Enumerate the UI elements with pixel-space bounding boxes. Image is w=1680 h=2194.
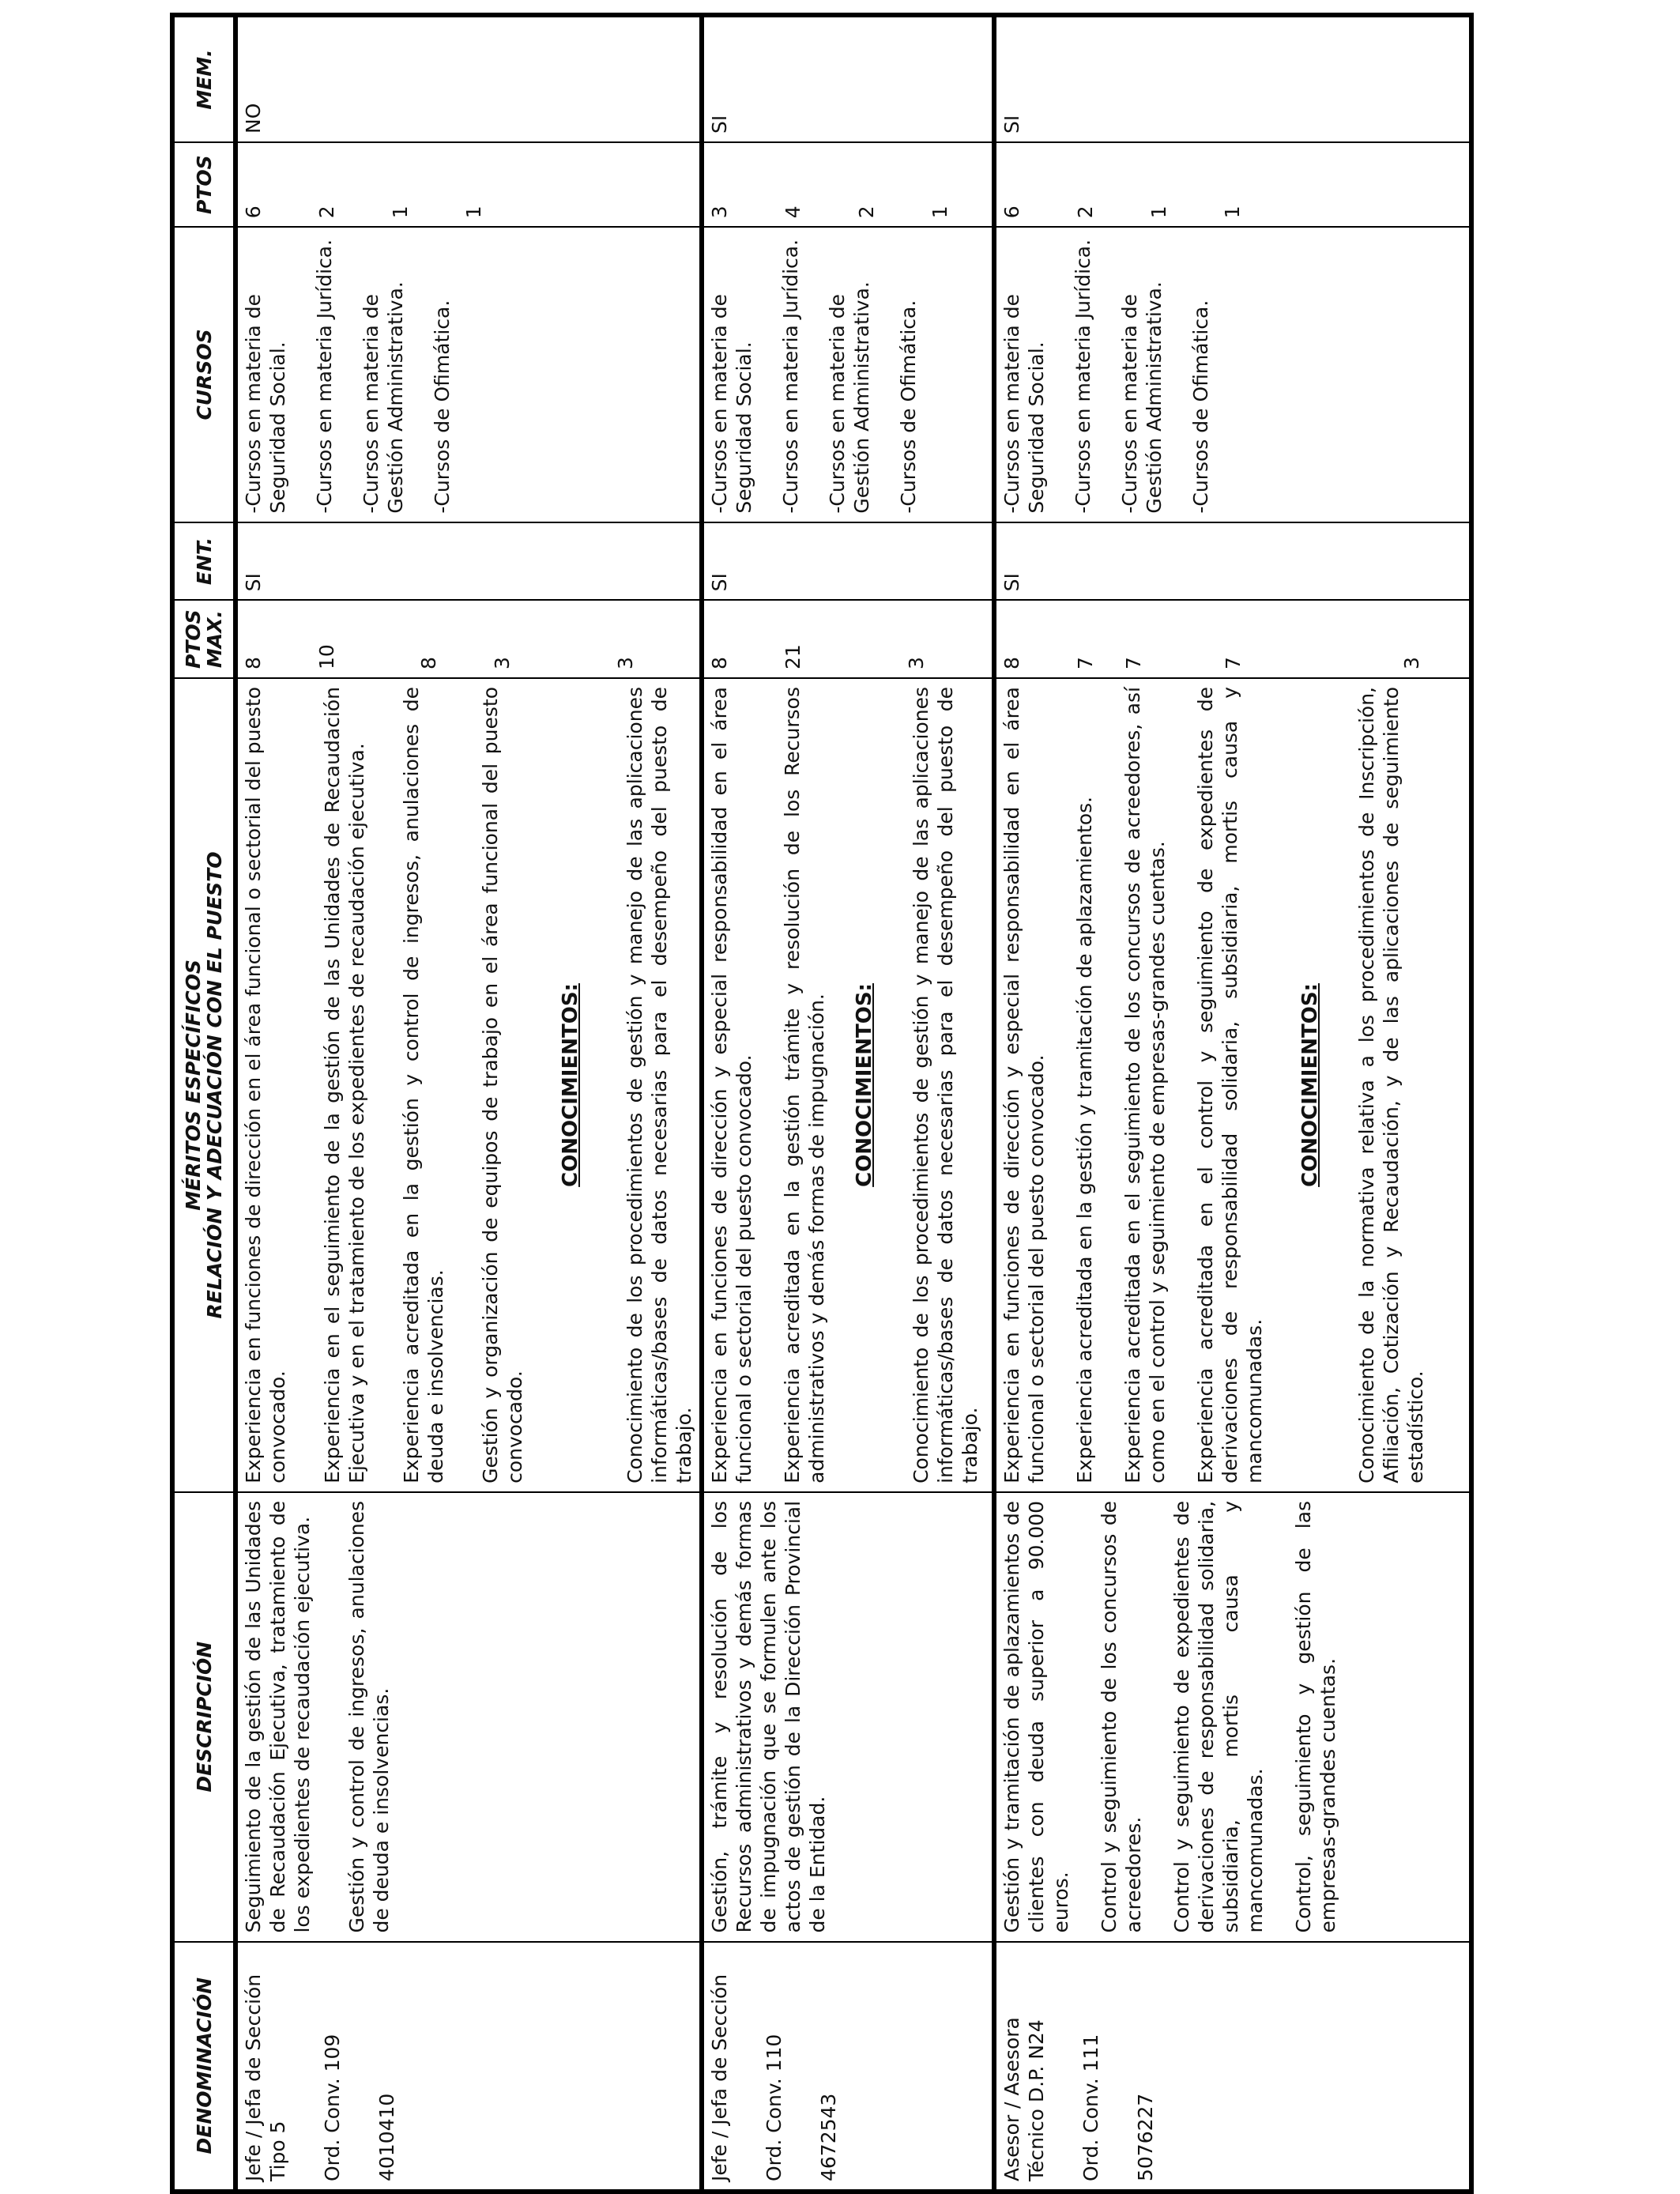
descripcion-item: Gestión y tramitación de aplazamientos de clientes con deuda superior a 90.000 euros. bbox=[1000, 1500, 1072, 1933]
header-ptos-max-line2: MAX. bbox=[203, 610, 226, 669]
ptos-max-value: 8 bbox=[417, 657, 440, 669]
ptos-max-value: 7 bbox=[1222, 657, 1245, 669]
ptos-value: 1 bbox=[929, 205, 951, 219]
denominacion-cell bbox=[994, 1942, 1471, 2192]
denominacion-cell bbox=[235, 1942, 702, 2192]
conocimiento-item: Conocimiento de los procedimientos de gestión y manejo de las aplicaciones informáticas/bases de datos necesarias para el desempeño del puesto de trabajo. bbox=[623, 687, 695, 1483]
header-cursos: CURSOS bbox=[172, 227, 235, 522]
denominacion-order: Ord. Conv. 109 bbox=[321, 2034, 344, 2181]
denominacion-title: Asesor / Asesora Técnico D.P. N24 bbox=[1000, 2017, 1048, 2181]
curso-item: -Cursos en materia de Gestión Administrativa. bbox=[360, 281, 407, 514]
denominacion-code: 4010410 bbox=[375, 2093, 398, 2181]
ptos-max-value: 7 bbox=[1074, 657, 1097, 669]
ptos-value: 6 bbox=[1000, 205, 1023, 219]
ptos-value: 2 bbox=[855, 205, 878, 219]
cursos-cell bbox=[702, 227, 994, 522]
ptos-max-cell bbox=[702, 600, 994, 678]
denominacion-order: Ord. Conv. 111 bbox=[1079, 2034, 1102, 2181]
conocimientos-heading: CONOCIMIENTOS: bbox=[853, 983, 876, 1187]
descripcion-cell bbox=[994, 1492, 1471, 1942]
header-ptos: PTOS bbox=[172, 142, 235, 227]
conocimiento-item: Conocimiento de la normativa relativa a los procedimientos de Inscripción, Afiliación, Cotización y Recaudación, y de las aplicaciones de seguimiento estadístico. bbox=[1355, 687, 1427, 1483]
cursos-cell bbox=[994, 227, 1471, 522]
descripcion-item: Control, seguimiento y gestión de las empresas-grandes cuentas. bbox=[1292, 1500, 1339, 1933]
header-ptos-max-line1: PTOS bbox=[182, 609, 205, 669]
ptos-value: 6 bbox=[242, 205, 265, 219]
ptos-max-value: 8 bbox=[242, 657, 265, 669]
descripcion-item: Control y seguimiento de expedientes de derivaciones de responsabilidad solidaria, subsidiaria, mortis causa y mancomunadas. bbox=[1170, 1500, 1267, 1933]
ptos-max-value: 8 bbox=[1000, 657, 1023, 669]
curso-item: -Cursos en materia de Gestión Administrativa. bbox=[826, 281, 873, 514]
merito-item: Experiencia en el seguimiento de la gestión de las Unidades de Recaudación Ejecutiva y en el tratamiento de los expedientes de recaudación ejecutiva. bbox=[321, 687, 368, 1483]
cursos-cell bbox=[235, 227, 702, 522]
descripcion-cell bbox=[235, 1492, 702, 1942]
curso-item: -Cursos de Ofimática. bbox=[1189, 300, 1212, 514]
header-meritos-line1: MÉRITOS ESPECÍFICOS bbox=[182, 959, 205, 1211]
ptos-max-value: 8 bbox=[708, 657, 731, 669]
ent-cell: SI bbox=[702, 522, 994, 601]
curso-item: -Cursos en materia Jurídica. bbox=[779, 239, 802, 514]
curso-item: -Cursos en materia de Seguridad Social. bbox=[708, 293, 755, 514]
conocimiento-item: Conocimiento de los procedimientos de gestión y manejo de las aplicaciones informáticas/bases de datos necesarias para el desempeño del puesto de trabajo. bbox=[910, 687, 981, 1483]
curso-item: -Cursos de Ofimática. bbox=[897, 300, 920, 514]
merito-item: Experiencia acreditada en la gestión y control de ingresos, anulaciones de deuda e insolvencias. bbox=[400, 687, 447, 1483]
header-meritos-line2: RELACIÓN Y ADECUACIÓN CON EL PUESTO bbox=[203, 851, 226, 1319]
mem-cell: SI bbox=[702, 15, 994, 142]
ent-cell: SI bbox=[994, 522, 1471, 601]
ptos-max-value: 10 bbox=[315, 644, 338, 669]
ptos-max-value: 3 bbox=[491, 657, 514, 669]
ptos-value: 1 bbox=[462, 205, 485, 219]
denominacion-title: Jefe / Jefa de Sección bbox=[708, 1973, 731, 2181]
merito-item: Experiencia en funciones de dirección y especial responsabilidad en el área funcional o sectorial del puesto convocado. bbox=[1000, 687, 1048, 1483]
descripcion-item: Gestión, trámite y resolución de los Recursos administrativos y demás formas de impugnación que se formulen ante los actos de gestión de la Dirección Provincial de la Entidad. bbox=[708, 1500, 829, 1933]
header-mem: MEM. bbox=[172, 15, 235, 142]
ptos-max-cell bbox=[994, 600, 1471, 678]
descripcion-item: Seguimiento de la gestión de las Unidades de Recaudación Ejecutiva, tratamiento de los expedientes de recaudación ejecutiva. bbox=[242, 1500, 314, 1933]
ptos-max-cell bbox=[235, 600, 702, 678]
curso-item: -Cursos de Ofimática. bbox=[431, 300, 454, 514]
header-meritos bbox=[172, 678, 235, 1492]
merito-item: Gestión y organización de equipos de trabajo en el área funcional del puesto convocado. bbox=[479, 687, 526, 1483]
descripcion-item: Gestión y control de ingresos, anulaciones de deuda e insolvencias. bbox=[345, 1500, 393, 1933]
ptos-value: 1 bbox=[1221, 205, 1244, 219]
ptos-cell bbox=[702, 142, 994, 227]
descripcion-item: Control y seguimiento de los concursos de acreedores. bbox=[1098, 1500, 1145, 1933]
denominacion-code: 5076227 bbox=[1134, 2093, 1157, 2181]
positions-table bbox=[170, 13, 1474, 2194]
header-descripcion: DESCRIPCIÓN bbox=[172, 1492, 235, 1942]
descripcion-cell bbox=[702, 1492, 994, 1942]
mem-cell: NO bbox=[235, 15, 702, 142]
table-row bbox=[235, 15, 702, 2192]
curso-item: -Cursos en materia de Gestión Administrativa. bbox=[1118, 281, 1166, 514]
ptos-max-value: 3 bbox=[614, 657, 637, 669]
ptos-value: 2 bbox=[315, 205, 338, 219]
table-row bbox=[994, 15, 1471, 2192]
merito-item: Experiencia acreditada en el control y seguimiento de expedientes de derivaciones de responsabilidad solidaria, subsidiaria, mortis causa y mancomunadas. bbox=[1194, 687, 1266, 1483]
meritos-cell bbox=[702, 678, 994, 1492]
ptos-value: 3 bbox=[708, 205, 731, 219]
rotated-table-container bbox=[170, 13, 1474, 2194]
header-denominacion: DENOMINACIÓN bbox=[172, 1942, 235, 2192]
denominacion-code: 4672543 bbox=[817, 2093, 840, 2181]
ent-cell: SI bbox=[235, 522, 702, 601]
ptos-cell bbox=[235, 142, 702, 227]
mem-cell: SI bbox=[994, 15, 1471, 142]
denominacion-title: Jefe / Jefa de Sección Tipo 5 bbox=[242, 1973, 289, 2181]
ptos-value: 4 bbox=[782, 205, 804, 219]
ptos-max-value: 21 bbox=[782, 644, 804, 669]
ptos-value: 2 bbox=[1074, 205, 1097, 219]
curso-item: -Cursos en materia de Seguridad Social. bbox=[1000, 293, 1048, 514]
merito-item: Experiencia acreditada en la gestión y tramitación de aplazamientos. bbox=[1073, 796, 1096, 1483]
ptos-max-value: 3 bbox=[905, 657, 928, 669]
header-ptos-max bbox=[172, 600, 235, 678]
conocimientos-heading: CONOCIMIENTOS: bbox=[559, 983, 582, 1187]
meritos-cell bbox=[235, 678, 702, 1492]
ptos-max-value: 7 bbox=[1122, 657, 1145, 669]
ptos-value: 1 bbox=[1147, 205, 1170, 219]
merito-item: Experiencia en funciones de dirección en el área funcional o sectorial del puesto convocado. bbox=[242, 687, 289, 1483]
ptos-cell bbox=[994, 142, 1471, 227]
merito-item: Experiencia en funciones de dirección y especial responsabilidad en el área funcional o sectorial del puesto convocado. bbox=[708, 687, 755, 1483]
ptos-max-value: 3 bbox=[1400, 657, 1423, 669]
meritos-cell bbox=[994, 678, 1471, 1492]
curso-item: -Cursos en materia de Seguridad Social. bbox=[242, 293, 289, 514]
denominacion-order: Ord. Conv. 110 bbox=[763, 2034, 785, 2181]
table-row bbox=[702, 15, 994, 2192]
denominacion-cell bbox=[702, 1942, 994, 2192]
conocimientos-heading: CONOCIMIENTOS: bbox=[1298, 983, 1322, 1187]
curso-item: -Cursos en materia Jurídica. bbox=[313, 239, 336, 514]
merito-item: Experiencia acreditada en el seguimiento de los concursos de acreedores, así como en el control y seguimiento de empresas-grandes cuentas. bbox=[1121, 687, 1169, 1483]
curso-item: -Cursos en materia Jurídica. bbox=[1072, 239, 1094, 514]
table-header-row bbox=[172, 15, 235, 2192]
header-ent: ENT. bbox=[172, 522, 235, 601]
merito-item: Experiencia acreditada en la gestión trámite y resolución de los Recursos administrativos y demás formas de impugnación. bbox=[781, 687, 828, 1483]
ptos-value: 1 bbox=[389, 205, 412, 219]
